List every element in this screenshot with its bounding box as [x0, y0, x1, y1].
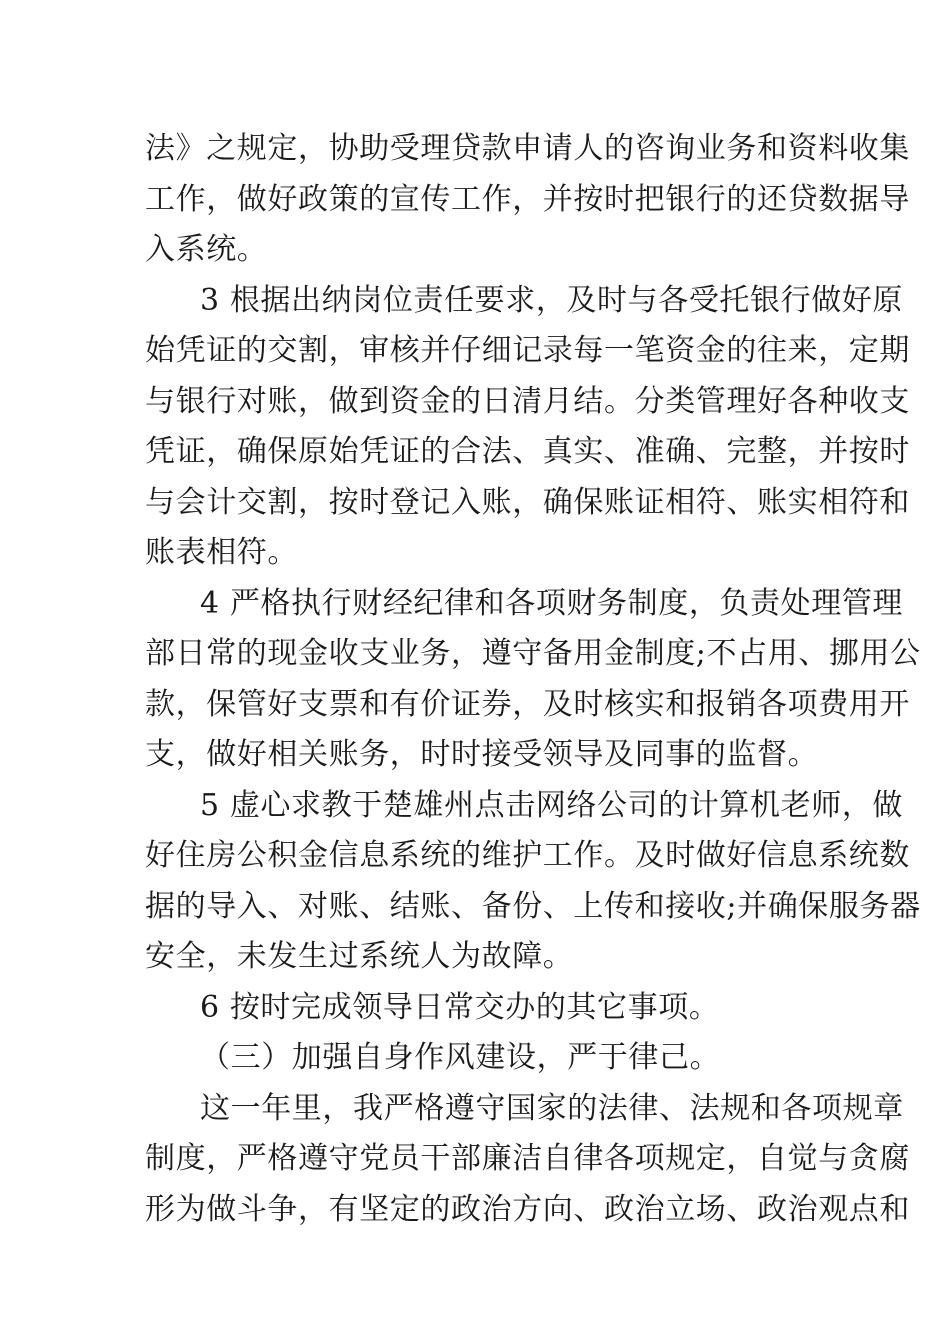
text-line: 据的导入、对账、结账、备份、上传和接收;并确保服务器 [145, 888, 921, 924]
text-line: 部日常的现金收支业务，遵守备用金制度;不占用、挪用公 [145, 636, 921, 671]
text-line: 款，保管好支票和有价证券，及时核实和报销各项费用开 [145, 686, 910, 722]
paragraph [145, 1084, 910, 1236]
text-line: 安全，未发生过系统人为故障。 [145, 939, 574, 974]
paragraph [145, 276, 910, 579]
paragraph [145, 124, 910, 276]
text-line: 账表相符。 [145, 535, 298, 570]
text-line: 法》之规定，协助受理贷款申请人的咨询业务和资料收集 [145, 131, 910, 166]
text-line: （三）加强自身作风建设，严于律己。 [200, 1040, 721, 1075]
paragraph [145, 1033, 810, 1084]
paragraph [145, 579, 921, 781]
text-line: 与银行对账，做到资金的日清月结。分类管理好各种收支 [145, 383, 910, 419]
text-line: 形为做斗争，有坚定的政治方向、政治立场、政治观点和 [145, 1191, 910, 1227]
text-line: 始凭证的交割，审核并仔细记录每一笔资金的往来，定期 [145, 333, 910, 368]
text-line: 好住房公积金信息系统的维护工作。及时做好信息系统数 [145, 838, 910, 873]
text-line: 4 严格执行财经纪律和各项财务制度，负责处理管理 [200, 585, 904, 621]
text-line: 凭证，确保原始凭证的合法、真实、准确、完整，并按时 [145, 434, 910, 469]
paragraph [145, 781, 921, 983]
text-line: 与会计交割，按时登记入账，确保账证相符、账实相符和 [145, 484, 910, 520]
text-line: 5 虚心求教于楚雄州点击网络公司的计算机老师，做 [200, 787, 904, 823]
text-line: 支，做好相关账务，时时接受领导及同事的监督。 [145, 737, 819, 772]
text-line: 3 根据出纳岗位责任要求，及时与各受托银行做好原 [200, 282, 904, 318]
text-line: 6 按时完成领导日常交办的其它事项。 [200, 989, 720, 1025]
text-line: 工作，做好政策的宣传工作，并按时把银行的还贷数据导 [145, 181, 910, 217]
document-body [145, 124, 921, 1235]
text-line: 制度，严格遵守党员干部廉洁自律各项规定，自觉与贪腐 [145, 1141, 910, 1176]
paragraph [145, 983, 810, 1034]
text-line: 入系统。 [145, 232, 268, 267]
text-line: 这一年里，我严格遵守国家的法律、法规和各项规章 [200, 1090, 904, 1126]
